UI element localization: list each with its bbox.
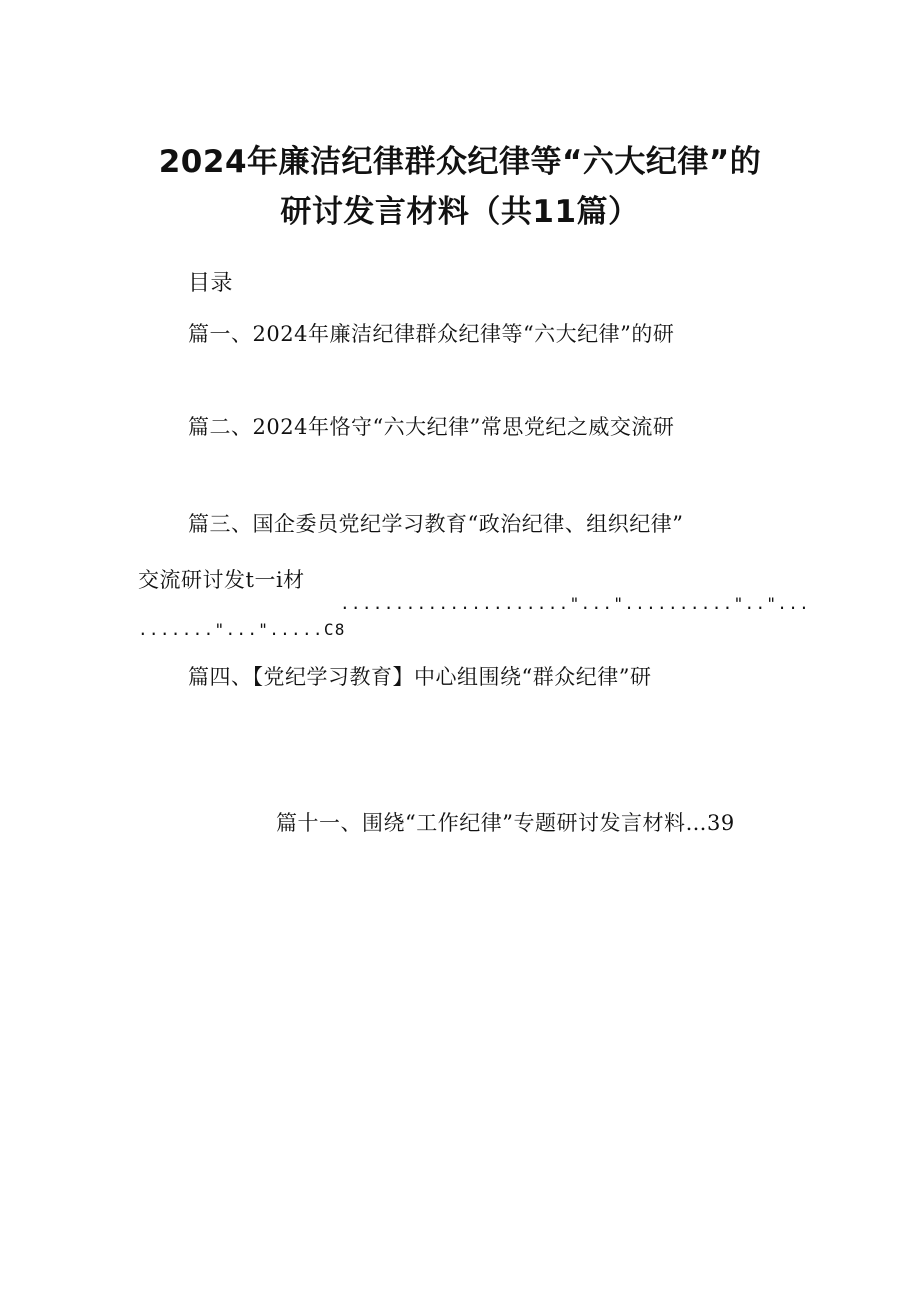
toc-entry-3-line2[interactable]: 交流研讨发t一i材 [138, 568, 305, 592]
toc-entry-2[interactable]: 篇二、2024年恪守“六大纪律”常思党纪之威交流研 [188, 415, 675, 439]
toc-entry-1[interactable]: 篇一、2024年廉洁纪律群众纪律等“六大纪律”的研 [188, 322, 675, 346]
document-title-line1: 2024年廉洁纪律群众纪律等“六大纪律”的 [158, 144, 762, 180]
document-title-line2: 研讨发言材料（共11篇） [280, 194, 640, 230]
toc-entry-4[interactable]: 篇四、【党纪学习教育】中心组围绕“群众纪律”研 [188, 665, 652, 689]
toc-entry-3-leader-dots: ....................."..."..........".."... [340, 594, 811, 613]
toc-label: 目录 [188, 271, 234, 296]
toc-entry-3-leader-dots-page: ......."...".....C8 [138, 620, 346, 639]
toc-entry-11[interactable]: 篇十一、围绕“工作纪律”专题研讨发言材料…39 [276, 811, 735, 835]
toc-entry-3-line1[interactable]: 篇三、国企委员党纪学习教育“政治纪律、组织纪律” [188, 512, 684, 536]
